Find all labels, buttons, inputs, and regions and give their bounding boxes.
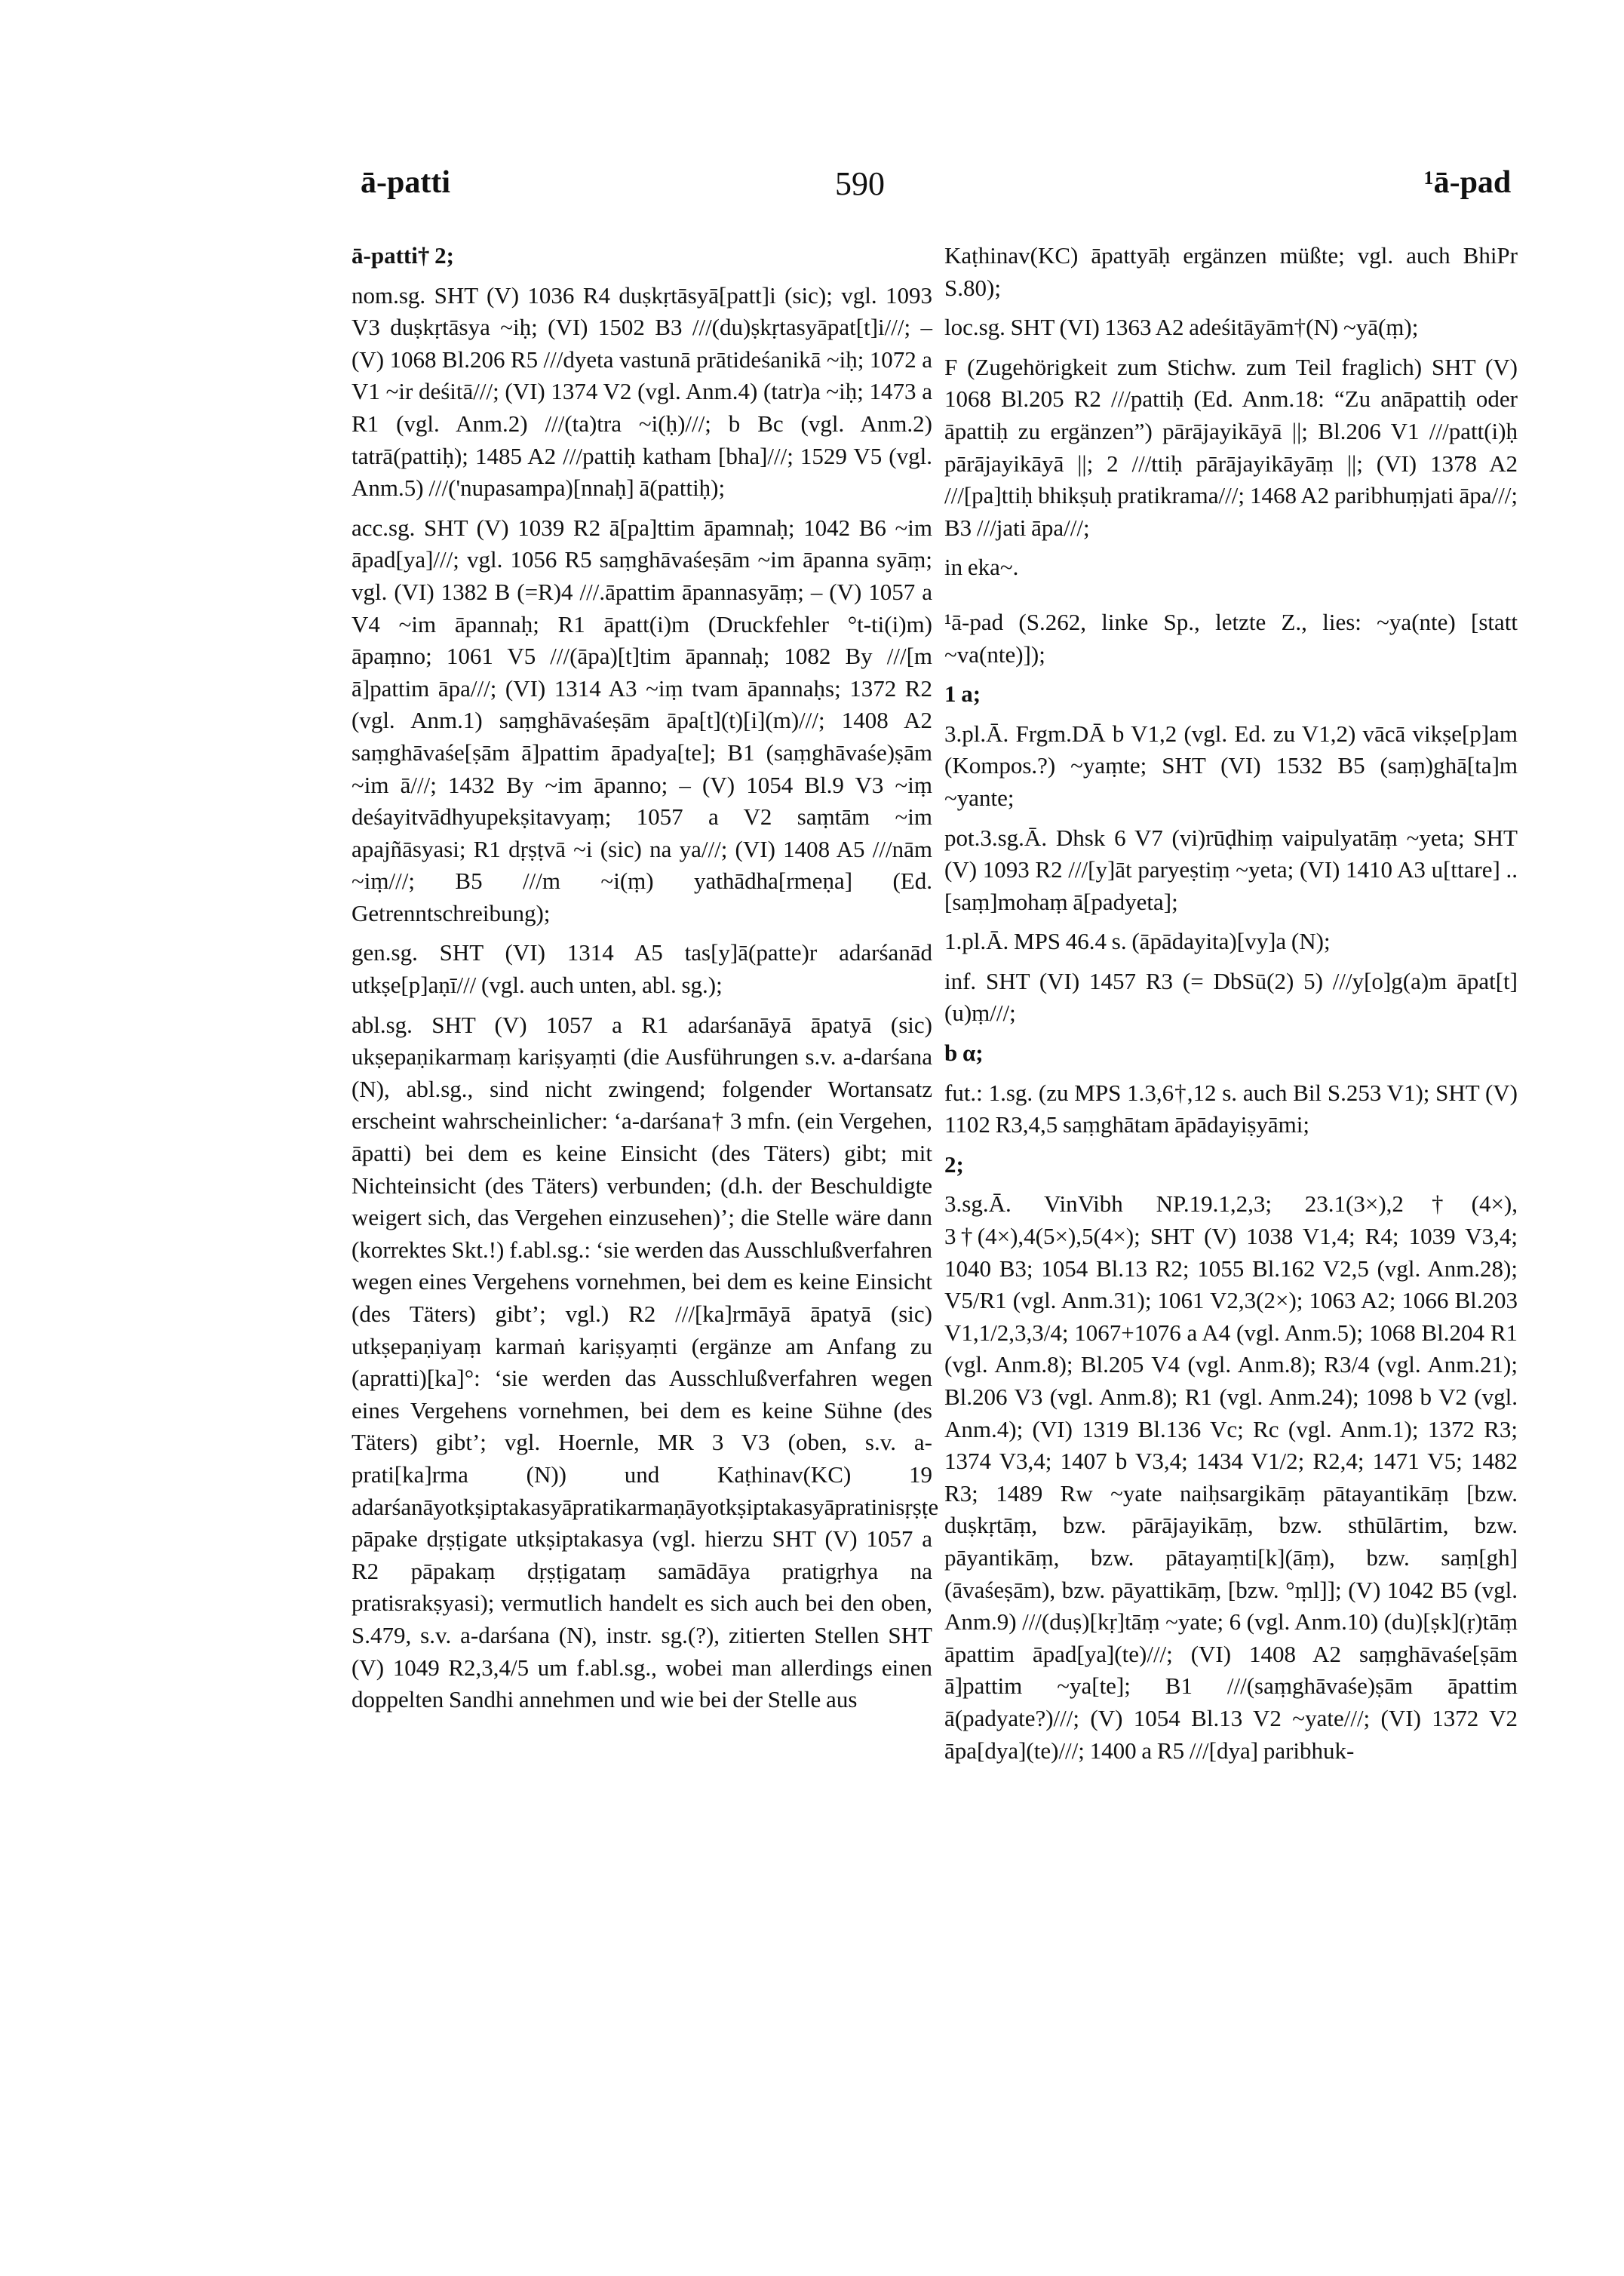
paragraph-compound-ref: in eka~.: [944, 554, 1019, 581]
running-head-left: ā-patti: [361, 165, 450, 200]
page-number: 590: [835, 165, 885, 202]
paragraph-form-uncertain: F (Zugehörigkeit zum Stichw. zum Teil fraglich) SHT (V) 1068 Bl.205 R2 ///pattiḥ (Ed. Anm.18: “Zu anāpattiḥ oder āpattiḥ zu ergänzen”) pārājayikāyā ||; Bl.206 V1 ///patt(i)ḥ pārājayikāyā ||; 2 ///ttiḥ pārājayikāyāṃ ||; (VI) 1378 A2 ///[pa]ttiḥ bhikṣuḥ pratikrama///; 1468 A2 paribhuṃjati āpa///; B3 ///jati āpa///;: [944, 353, 1518, 541]
entry-heading-a-pad: ¹ā-pad (S.262, linke Sp., letzte Z., lies: ~ya(nte) [statt ~va(nte)]);: [944, 608, 1518, 668]
paragraph-1pl: 1.pl.Ā. MPS 46.4 s. (āpādayita)[vy]a (N);: [944, 928, 1331, 955]
paragraph-nom-sg: nom.sg. SHT (V) 1036 R4 duṣkṛtāsyā[patt]i (sic); vgl. 1093 V3 duṣkṛtāsya ~iḥ; (VI) 1502 B3 ///(du)ṣkṛtasyāpat[t]i///; – (V) 1068 Bl.206 R5 ///dyeta vastunā prātideśanikā ~iḥ; 1072 a V1 ~ir deśitā///; (VI) 1374 V2 (vgl. Anm.4) (tatr)a ~iḥ; 1473 a R1 (vgl. Anm.2) ///(ta)tra ~i(ḥ)///; b Bc (vgl. Anm.2) tatrā(pattiḥ); 1485 A2 ///pattiḥ katham [bha]///; 1529 V5 (vgl. Anm.5) ///('nupasampa)[nnaḥ] ā(pattiḥ);: [352, 281, 932, 502]
right-column: [944, 240, 1518, 1774]
paragraph-abl-sg: abl.sg. SHT (V) 1057 a R1 adarśanāyā āpatyā (sic) ukṣepaṇikarmaṃ kariṣyaṃti (die Ausführungen s.v. a-darśana (N), abl.sg., sind nicht zwingend; folgender Wortansatz erscheint wahrscheinlicher: ‘a-darśana† 3 mfn. (ein Vergehen, āpatti) bei dem es keine Einsicht (des Täters) gibt; mit Nichteinsicht (des Täters) verbunden; (d.h. der Beschuldigte weigert sich, das Vergehen einzusehen)’; die Stelle wäre dann (korrektes Skt.!) f.abl.sg.: ‘sie werden das Ausschlußverfahren wegen eines Vergehens vornehmen, bei dem es keine Einsicht (des Täters) gibt’; vgl.) R2 ///[ka]rmāyā āpatyā (sic) utkṣepaṇiyaṃ karmaṅ kariṣyaṃti (ergänze am Anfang zu (apratti)[ka]°: ‘sie werden das Ausschlußverfahren wegen eines Vergehens vornehmen, bei dem es keine Sühne (des Täters) gibt’; vgl. Hoernle, MR 3 V3 (oben, s.v. a-prati[ka]rma (N)) und Kaṭhinav(KC) 19 adarśanāyotkṣiptakasyāpratikarmaṇāyotkṣiptakasyāpratinisṛṣṭe pāpake dṛṣṭigate utkṣiptakasya (vgl. hierzu SHT (V) 1057 a R2 pāpakaṃ dṛṣṭigataṃ samādāya pratigṛhya na pratisrakṣyasi); vermutlich handelt es sich auch bei den oben, S.479, s.v. a-darśana (N), instr. sg.(?), zitierten Stellen SHT (V) 1049 R2,3,4/5 um f.abl.sg., wobei man allerdings einen doppelten Sandhi annehmen und wie bei der Stelle aus: [352, 1011, 939, 1713]
paragraph-loc-sg: loc.sg. SHT (VI) 1363 A2 adeśitāyām†(N) ~yā(ṃ);: [944, 314, 1419, 341]
sense-b-alpha: b α;: [944, 1040, 984, 1067]
sense-1a: 1 a;: [944, 680, 981, 708]
paragraph-inf: inf. SHT (VI) 1457 R3 (= DbSū(2) 5) ///y[o]g(a)m āpat[t](u)ṃ///;: [944, 967, 1518, 1027]
paragraph-pot-3sg: pot.3.sg.Ā. Dhsk 6 V7 (vi)rūḍhiṃ vaipulyatāṃ ~yeta; SHT (V) 1093 R2 ///[y]āt paryeṣtiṃ ~yeta; (VI) 1410 A3 u[ttare] .. [saṃ]mohaṃ ā[padyeta];: [944, 824, 1518, 915]
paragraph-3sg: 3.sg.Ā. VinVibh NP.19.1,2,3; 23.1(3×),2†(4×), 3†(4×),4(5×),5(4×); SHT (V) 1038 V1,4; R4; 1039 V3,4; 1040 B3; 1054 Bl.13 R2; 1055 Bl.162 V2,5 (vgl. Anm.28); V5/R1 (vgl. Anm.31); 1061 V2,3(2×); 1063 A2; 1066 Bl.203 V1,1/2,3,3/4; 1067+1076 a A4 (vgl. Anm.5); 1068 Bl.204 R1 (vgl. Anm.8); Bl.205 V4 (vgl. Anm.8); R3/4 (vgl. Anm.21); Bl.206 V3 (vgl. Anm.8); R1 (vgl. Anm.24); 1098 b V2 (vgl. Anm.4); (VI) 1319 Bl.136 Vc; Rc (vgl. Anm.1); 1372 R3; 1374 V3,4; 1407 b V3,4; 1434 V1/2; R2,4; 1471 V5; 1482 R3; 1489 Rw ~yate naiḥsargikāṃ pātayantikāṃ [bzw. duṣkṛtāṃ, bzw. pārājayikāṃ, bzw. sthūlārtim, bzw. pāyantikāṃ, bzw. pātayaṃti[k](āṃ), bzw. saṃ[gh](āvaśeṣām), bzw. pāyattikāṃ, [bzw. °ṃl]]; (V) 1042 B5 (vgl. Anm.9) ///(duṣ)[kṛ]tāṃ ~yate; 6 (vgl. Anm.10) (du)[ṣk](ṛ)tāṃ āpattim āpad[ya](te)///; (VI) 1408 A2 saṃghāvaśe[ṣām ā]pattim ~ya[te]; B1 ///(saṃghāvaśe)ṣām āpattim ā(padyate?)///; (V) 1054 Bl.13 V2 ~yate///; (VI) 1372 V2 āpa[dya](te)///; 1400 a R5 ///[dya] paribhuk-: [944, 1190, 1518, 1764]
running-head-right: ¹ā-pad: [1424, 165, 1512, 200]
sense-2: 2;: [944, 1150, 964, 1178]
paragraph-continuation: Kaṭhinav(KC) āpattyāḥ ergänzen müßte; vgl. auch BhiPr S.80);: [944, 242, 1518, 301]
paragraph-gen-sg: gen.sg. SHT (VI) 1314 A5 tas[y]ā(patte)r adarśanād utkṣe[p]aṇī/// (vgl. auch unten, abl. sg.);: [352, 939, 932, 999]
entry-heading: ā-patti† 2;: [352, 242, 454, 269]
paragraph-acc-sg: acc.sg. SHT (V) 1039 R2 ā[pa]ttim āpamnaḥ; 1042 B6 ~im āpad[ya]///; vgl. 1056 R5 saṃghāvaśeṣām ~im āpanna syāṃ; vgl. (VI) 1382 B (=R)4 ///.āpattim āpannasyāṃ; – (V) 1057 a V4 ~im āpannaḥ; R1 āpatt(i)m (Druckfehler °t-ti(i)m) āpaṃno; 1061 V5 ///(āpa)[t]tim āpannaḥ; 1082 By ///[m ā]pattim āpa///; (VI) 1314 A3 ~iṃ tvam āpannaḥs; 1372 R2 (vgl. Anm.1) saṃghāvaśeṣām āpa[t](t)[i](m)///; 1408 A2 saṃghāvaśe[ṣām ā]pattim āpadya[te]; B1 (saṃghāvaśe)ṣām ~im ā///; 1432 By ~im āpanno; – (V) 1054 Bl.9 V3 ~iṃ deśayitvādhyupekṣitavyaṃ; 1057 a V2 saṃtām ~im apajñāsyasi; R1 dṛṣṭvā ~i (sic) na ya///; (VI) 1408 A5 ///nām ~iṃ///; B5 ///m ~i(ṃ) yathādha[rmeṇa] (Ed. Getrenntschreibung);: [352, 514, 932, 926]
paragraph-fut: fut.: 1.sg. (zu MPS 1.3,6†,12 s. auch Bil S.253 V1); SHT (V) 1102 R3,4,5 saṃghātam āpādayiṣyāmi;: [944, 1079, 1518, 1138]
paragraph-3pl: 3.pl.Ā. Frgm.DĀ b V1,2 (vgl. Ed. zu V1,2) vācā vikṣe[p]am (Kompos.?) ~yaṃte; SHT (VI) 1532 B5 (saṃ)ghā[ta]m ~yante;: [944, 720, 1518, 811]
left-column: [352, 240, 939, 1724]
